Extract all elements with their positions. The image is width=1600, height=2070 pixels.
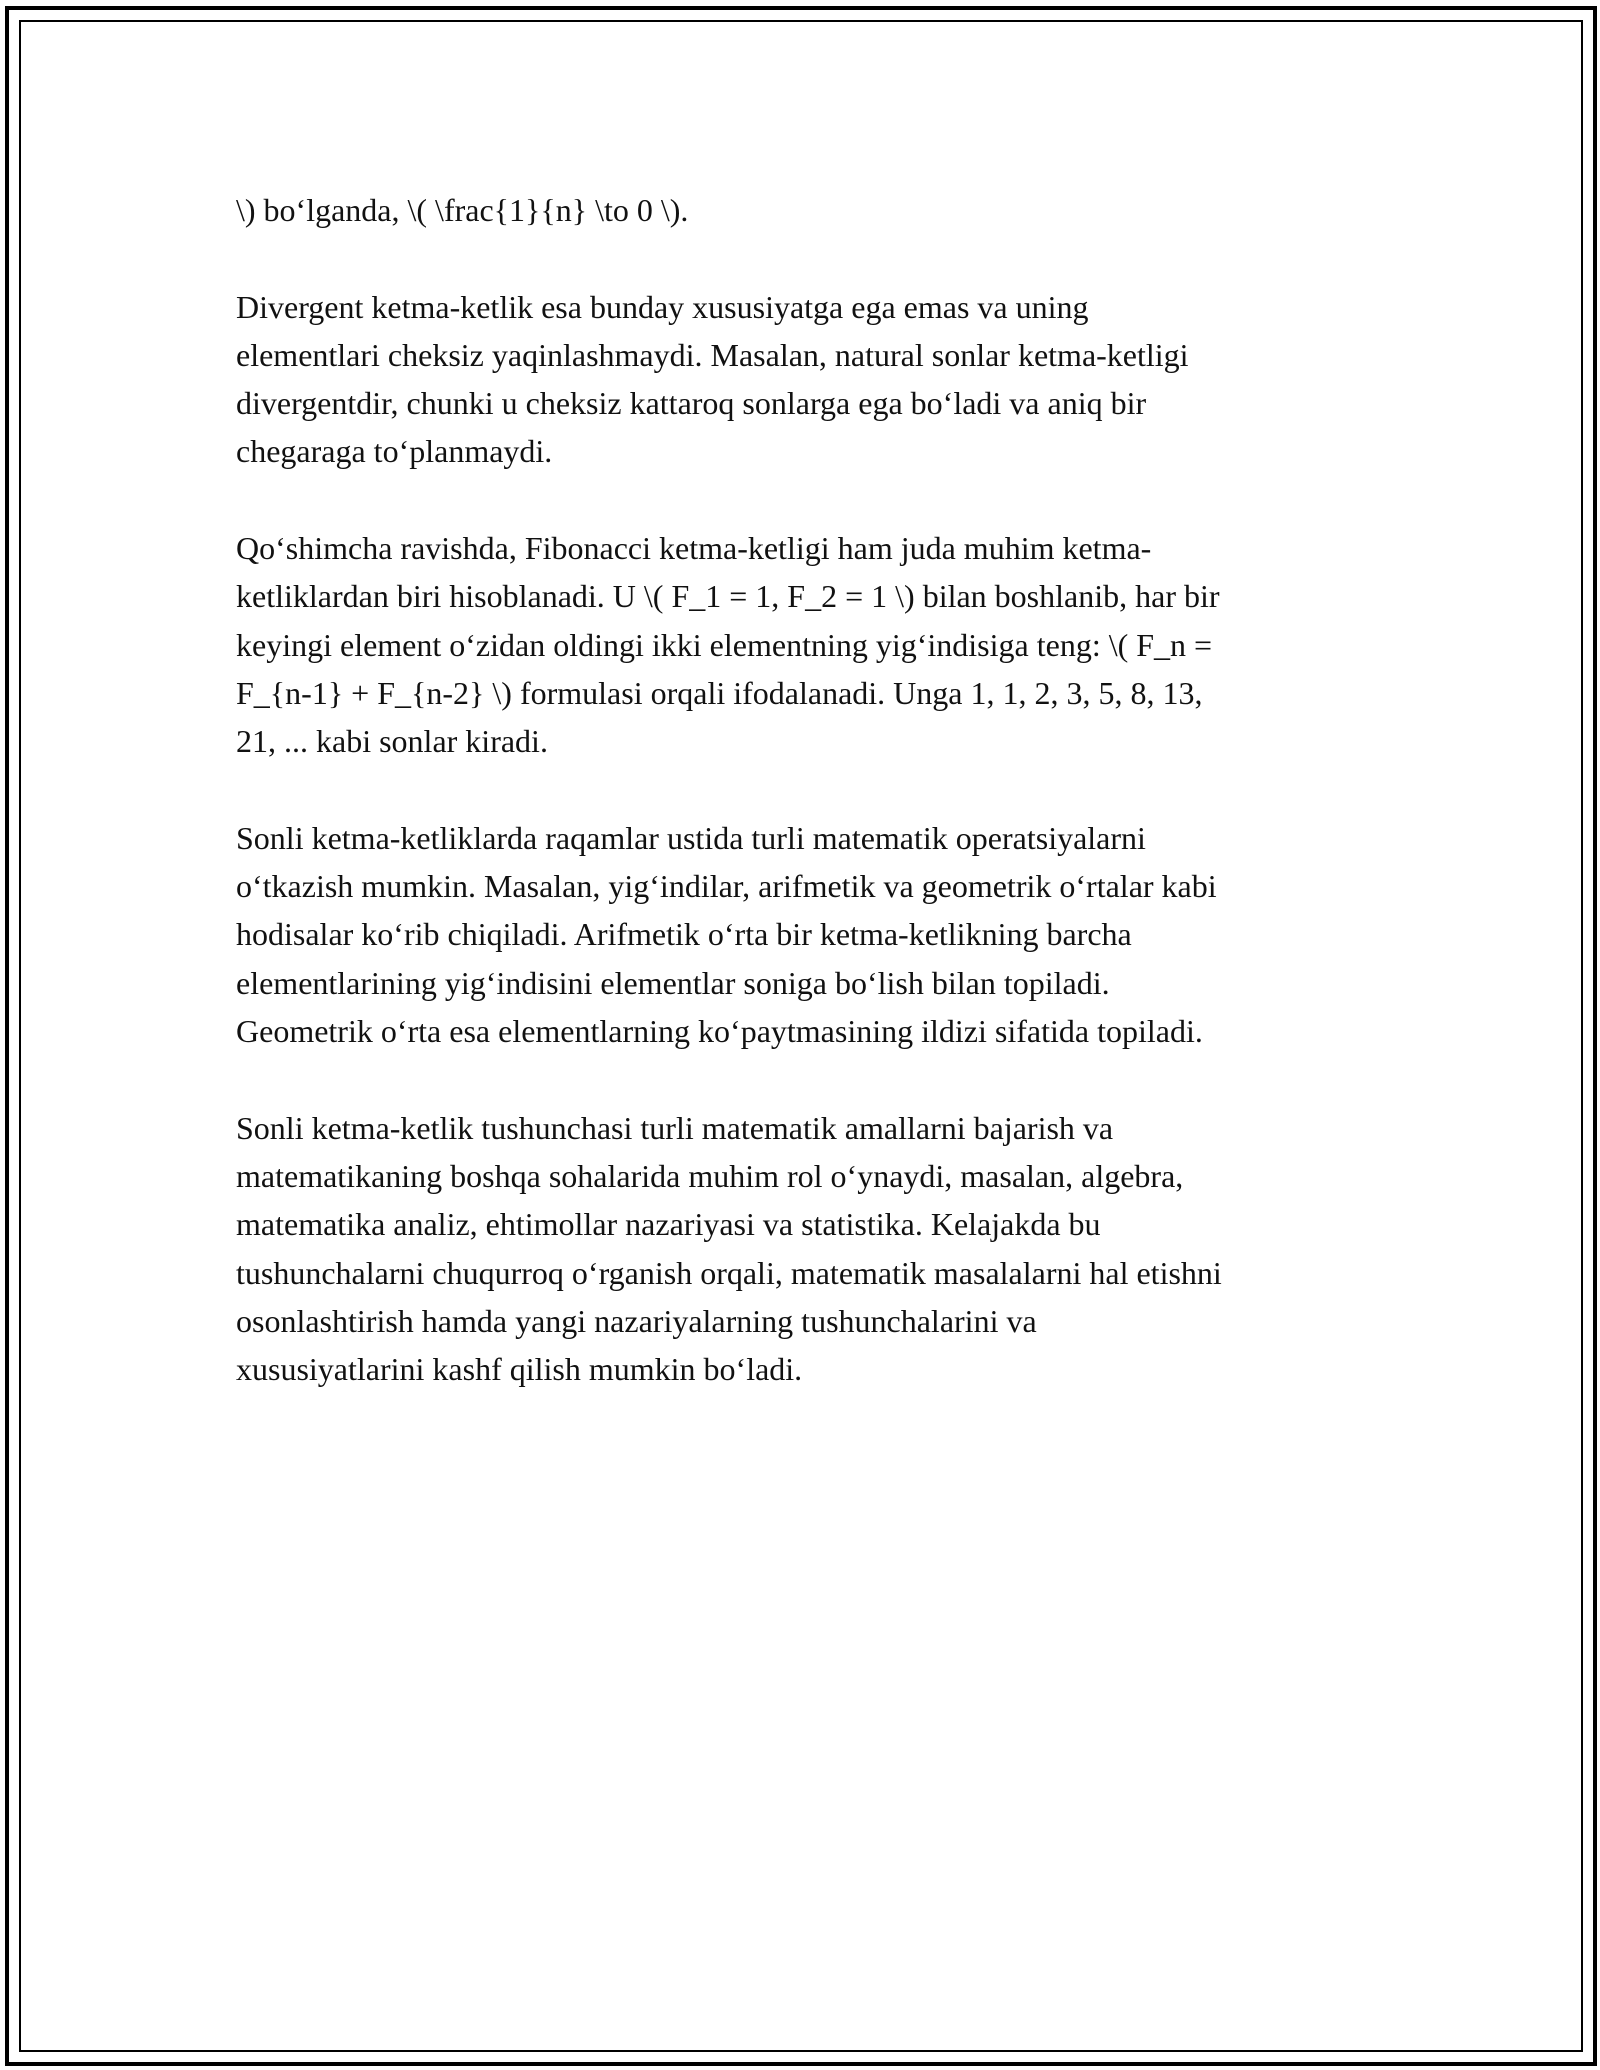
paragraph-3	[236, 524, 1376, 765]
text-line: Sonli ketma-ketliklarda raqamlar ustida turli matematik operatsiyalarni	[236, 819, 1146, 856]
text-line: elementlari cheksiz yaqinlashmaydi. Masalan, natural sonlar ketma-ketligi	[236, 336, 1189, 373]
text-line: divergentdir, chunki u cheksiz kattaroq sonlarga ega bo‘ladi va aniq bir	[236, 385, 1147, 422]
text-line: xususiyatlarini kashf qilish mumkin bo‘ladi.	[236, 1351, 803, 1388]
paragraph-1	[236, 186, 1376, 234]
text-line: matematika analiz, ehtimollar nazariyasi va statistika. Kelajakda bu	[236, 1206, 1101, 1243]
text-line: matematikaning boshqa sohalarida muhim rol o‘ynaydi, masalan, algebra,	[236, 1157, 1184, 1194]
text-line: F_{n-1} + F_{n-2} \) formulasi orqali ifodalanadi. Unga 1, 1, 2, 3, 5, 8, 13,	[236, 674, 1203, 711]
text-line: o‘tkazish mumkin. Masalan, yig‘indilar, arifmetik va geometrik o‘rtalar kabi	[236, 868, 1217, 905]
text-line: Geometrik o‘rta esa elementlarning ko‘paytmasining ildizi sifatida topiladi.	[236, 1013, 1203, 1050]
text-line: 21, ... kabi sonlar kiradi.	[236, 723, 548, 760]
text-line: tushunchalarni chuqurroq o‘rganish orqali, matematik masalalarni hal etishni	[236, 1254, 1222, 1291]
text-line: hodisalar ko‘rib chiqiladi. Arifmetik o‘rta bir ketma-ketlikning barcha	[236, 916, 1132, 953]
text-line: osonlashtirish hamda yangi nazariyalarning tushunchalarini va	[236, 1302, 1037, 1339]
paragraph-4	[236, 814, 1376, 1055]
paragraph-5	[236, 1104, 1376, 1394]
text-line: Sonli ketma-ketlik tushunchasi turli matematik amallarni bajarish va	[236, 1109, 1114, 1146]
paragraph-2	[236, 283, 1376, 476]
text-line: keyingi element o‘zidan oldingi ikki elementning yig‘indisiga teng: \( F_n =	[236, 626, 1213, 663]
text-line: Divergent ketma-ketlik esa bunday xususiyatga ega emas va uning	[236, 288, 1089, 325]
text-line: Qo‘shimcha ravishda, Fibonacci ketma-ketligi ham juda muhim ketma-	[236, 530, 1152, 567]
text-line: elementlarining yig‘indisini elementlar soniga bo‘lish bilan topiladi.	[236, 964, 1110, 1001]
text-line: \) bo‘lganda, \( \frac{1}{n} \to 0 \).	[236, 192, 689, 228]
document-body	[236, 186, 1376, 1442]
text-line: ketliklardan biri hisoblanadi. U \( F_1 = 1, F_2 = 1 \) bilan boshlanib, har bir	[236, 578, 1220, 615]
text-line: chegaraga to‘planmaydi.	[236, 433, 553, 470]
